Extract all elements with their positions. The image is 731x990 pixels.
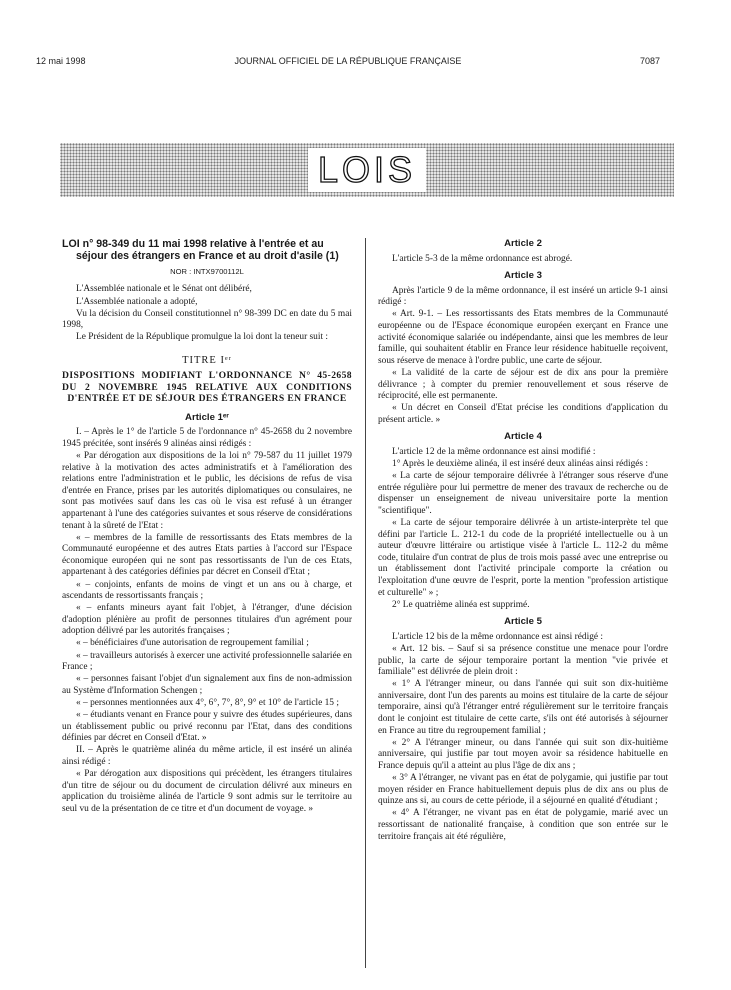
- header-date: 12 mai 1998: [36, 56, 86, 66]
- article-5-paragraph: « 4° A l'étranger, ne vivant pas en état de polygamie, marié avec un ressortissant de nationalité française, à condition que son entrée sur le territoire français ait été régulière,: [378, 808, 668, 842]
- article-4-paragraph: « La carte de séjour temporaire délivrée à un artiste-interprète tel que défini par l'article L. 212-1 du code de la propriété intellectuelle ou à un auteur d'œuvre littéraire ou artistique visée à l'article L. 112-2 du même code, titulaire d'un contrat de plus de trois mois passé avec une entreprise ou un établissement dont l'activité principale comporte la création ou l'exploitation d'une œuvre de l'esprit, porte la mention "profession artistique et culturelle" » ;: [378, 518, 668, 598]
- preamble-line: L'Assemblée nationale et le Sénat ont délibéré,: [76, 284, 252, 295]
- law-title: LOI n° 98-349 du 11 mai 1998 relative à l'entrée et au séjour des étrangers en France et au droit d'asile (1): [62, 238, 339, 263]
- article-5-paragraph: « 3° A l'étranger, ne vivant pas en état de polygamie, qui justifie par tout moyen résider en France habituellement depuis plus de dix ans ou plus de quinze ans si, au cours de cette période, il a séjourné en qualité d'étudiant ;: [378, 773, 668, 807]
- preamble-line: Vu la décision du Conseil constitutionnel n° 98-399 DC en date du 5 mai 1998,: [62, 308, 352, 331]
- article-3-paragraph: « Art. 9-1. – Les ressortissants des Etats membres de la Communauté européenne ou de l'Espace économique européen exerçant en France une activité économique salariée ou indépendante, ainsi que les membres de leur famille, qui souhaitent établir en France leur résidence habituelle reçoivent, sous réserve de menace à l'ordre public, une carte de séjour.: [378, 309, 668, 366]
- article-5-heading: Article 5: [504, 616, 542, 628]
- left-column: [62, 238, 352, 816]
- preamble-line: Le Président de la République promulgue la loi dont la teneur suit :: [76, 332, 329, 343]
- article-3-paragraph: Après l'article 9 de la même ordonnance, il est inséré un article 9-1 ainsi rédigé :: [378, 285, 668, 308]
- article-4-paragraph: 1° Après le deuxième alinéa, il est inséré deux alinéas ainsi rédigés :: [392, 459, 649, 470]
- article-4-heading: Article 4: [504, 431, 542, 443]
- section-banner-title: LOIS: [308, 148, 426, 192]
- article-4-paragraph: « La carte de séjour temporaire délivrée à l'étranger sous réserve d'une entrée régulière pour lui permettre de mener des travaux de recherche ou de dispenser un enseignement de niveau universitaire porte la mention "scientifique".: [378, 471, 668, 516]
- article-1-paragraph: « Par dérogation aux dispositions de la loi n° 79-587 du 11 juillet 1979 relative à la motivation des actes administratifs et à l'amélioration des relations entre l'administration et le public, les décisions de refus de visa d'entrée en France, prises par les autorités diplomatiques ou consulaires, ne sont pas motivées sauf dans les cas où le visa est refusé à un étranger appartenant à l'une des catégories suivantes et sous réserve de considérations tenant à la sûreté de l'Etat :: [62, 450, 352, 531]
- article-1-paragraph: « – étudiants venant en France pour y suivre des études supérieures, dans un établissement public ou privé reconnu par l'Etat, dans des conditions définies par décret en Conseil d'Etat. »: [62, 710, 352, 744]
- column-divider: [365, 238, 366, 968]
- article-3-paragraph: « La validité de la carte de séjour est de dix ans pour la première délivrance ; à compter du premier renouvellement et sous réserve de réciprocité, elle est permanente.: [378, 367, 668, 402]
- article-1-paragraph: I. – Après le 1° de l'article 5 de l'ordonnance n° 45-2658 du 2 novembre 1945 précitée, sont insérés 9 alinéas ainsi rédigés :: [62, 427, 352, 449]
- header-page-number: 7087: [639, 56, 660, 66]
- article-2-heading: Article 2: [504, 238, 542, 249]
- article-1-paragraph: « – travailleurs autorisés à exercer une activité professionnelle salariée en France ;: [62, 650, 352, 673]
- header-journal-title: JOURNAL OFFICIEL DE LA RÉPUBLIQUE FRANÇAISE: [234, 56, 462, 66]
- article-1-paragraph: II. – Après le quatrième alinéa du même article, il est inséré un alinéa ainsi rédigé :: [62, 745, 352, 767]
- article-3-heading: Article 3: [504, 270, 542, 282]
- right-column: [378, 238, 668, 844]
- article-1-paragraph: « Par dérogation aux dispositions qui précèdent, les étrangers titulaires d'un titre de séjour ou du document de circulation délivré aux mineurs en application du troisième alinéa de l'article 9 sont admis sur le territoire au seul vu de la présentation de ce titre et d'un document de voyage. »: [62, 769, 352, 814]
- article-1-paragraph: « – membres de la famille de ressortissants des Etats membres de la Communauté européenne et des autres Etats parties à l'accord sur l'Espace économique européen qui ne sont pas ressortissants de l'un de ces Etats, appartenant à des catégories définies par décret en Conseil d'Etat ;: [62, 532, 352, 578]
- section-banner: [60, 143, 674, 197]
- nor-reference: NOR : INTX9700112L: [170, 266, 244, 276]
- article-1-heading: Article 1ᵉʳ: [185, 411, 229, 423]
- preamble-line: L'Assemblée nationale a adopté,: [76, 296, 198, 307]
- article-1-paragraph: « – conjoints, enfants de moins de vingt et un ans ou à charge, et ascendants de ressortissants français ;: [62, 579, 352, 602]
- article-4-paragraph: 2° Le quatrième alinéa est supprimé.: [392, 599, 530, 610]
- article-5-paragraph: L'article 12 bis de la même ordonnance est ainsi rédigé :: [392, 631, 603, 642]
- article-1-paragraph: « – bénéficiaires d'une autorisation de regroupement familial ;: [76, 638, 309, 649]
- article-3-paragraph: « Un décret en Conseil d'Etat précise les conditions d'application du présent article. »: [378, 403, 668, 425]
- article-4-paragraph: L'article 12 de la même ordonnance est ainsi modifié :: [392, 447, 596, 457]
- article-5-paragraph: « 2° A l'étranger mineur, ou dans l'année qui suit son dix-huitième anniversaire, qui justifie par tout moyen avoir sa résidence habituelle en France depuis qu'il a atteint au plus l'âge de dix ans ;: [378, 737, 668, 771]
- titre-heading: TITRE Iᵉʳ: [182, 354, 232, 366]
- article-1-paragraph: « – enfants mineurs ayant fait l'objet, à l'étranger, d'une décision d'adoption plénière au profit de personnes titulaires d'un agrément pour adoption délivré par les autorités françaises ;: [62, 603, 352, 637]
- dispositions-heading: DISPOSITIONS MODIFIANT L'ORDONNANCE N° 45-2658 DU 2 NOVEMBRE 1945 RELATIVE AUX CONDITIONS D'ENTRÉE ET DE SÉJOUR DES ÉTRANGERS EN FRANCE: [62, 370, 352, 405]
- article-1-paragraph: « – personnes faisant l'objet d'un signalement aux fins de non-admission au Système d'Information Schengen ;: [62, 674, 352, 696]
- article-1-paragraph: « – personnes mentionnées aux 4°, 6°, 7°, 8°, 9° et 10° de l'article 15 ;: [76, 697, 339, 708]
- page-header: [36, 56, 660, 70]
- article-5-paragraph: « 1° A l'étranger mineur, ou dans l'année qui suit son dix-huitième anniversaire, dont l'un des parents au moins est titulaire de la carte de séjour temporaire, ainsi qu'à l'étranger entré régulièrement sur le territoire français dont le conjoint est titulaire de cette carte, s'ils ont été autorisés à séjourner en France au titre du regroupement familial ;: [378, 679, 668, 736]
- article-2-paragraph: L'article 5-3 de la même ordonnance est abrogé.: [392, 253, 573, 264]
- article-5-paragraph: « Art. 12 bis. – Sauf si sa présence constitue une menace pour l'ordre public, la carte de séjour temporaire portant la mention "vie privée et familiale" est délivrée de plein droit :: [378, 644, 668, 678]
